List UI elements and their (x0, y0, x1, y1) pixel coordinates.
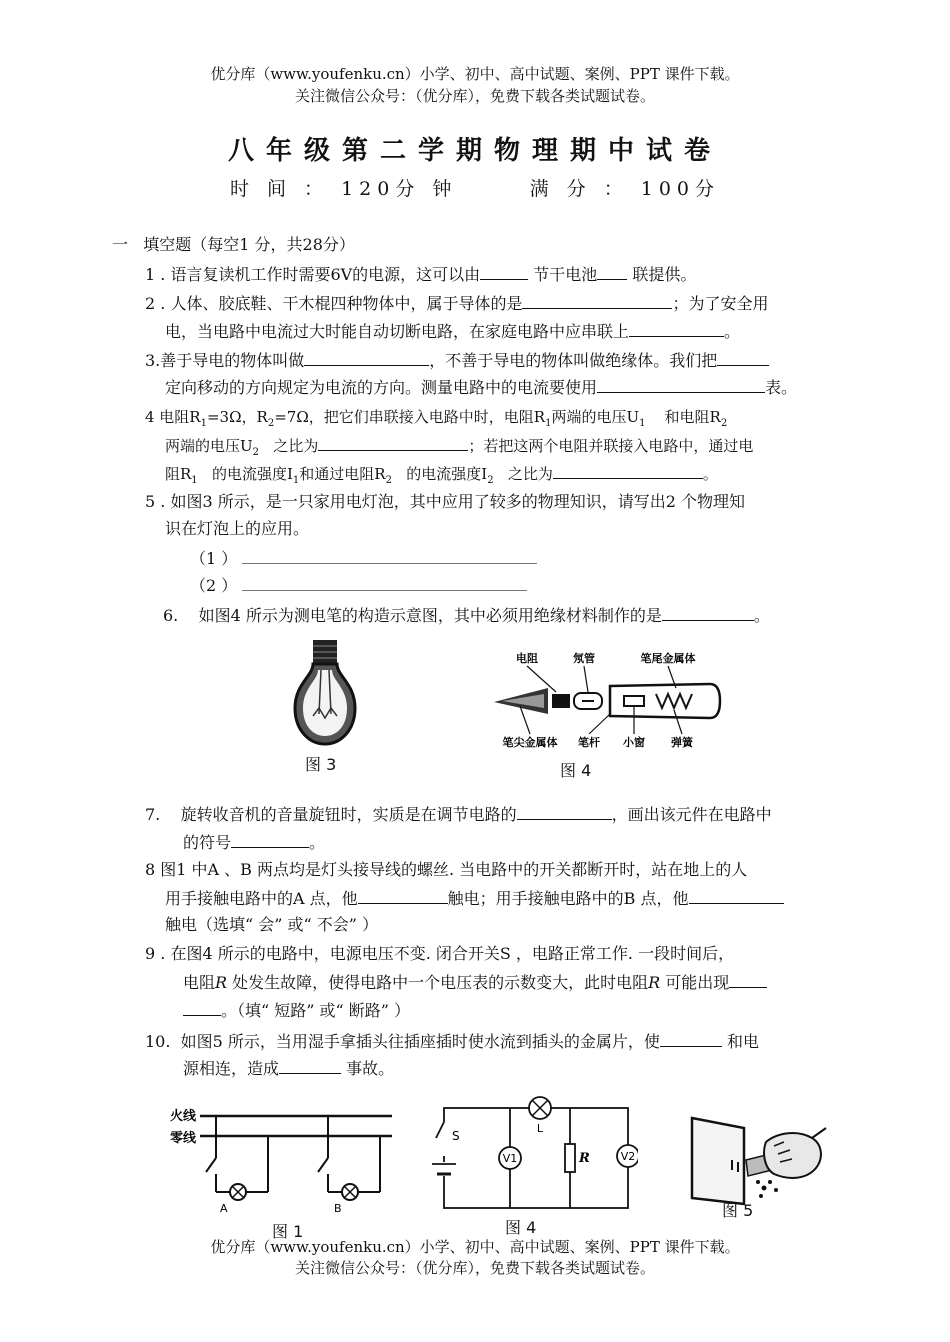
q2-blank-1[interactable] (522, 292, 672, 309)
pen-label-resistor: 电阻 (516, 652, 538, 665)
q4-j: 的电流强度I (197, 465, 293, 483)
q4-l-sub: 2 (487, 475, 494, 486)
q3-text-a: 3.善于导电的物体叫做 (145, 351, 305, 370)
question-7-line-2 (183, 831, 325, 854)
section-heading: 一 填空题（每空1 分，共28分） (112, 235, 355, 254)
q5-blank-2[interactable] (242, 576, 527, 591)
q9-b2: R (215, 973, 228, 992)
q2-blank-2[interactable] (629, 320, 724, 337)
question-2-line-1 (145, 292, 768, 315)
question-2-line-2 (165, 320, 740, 343)
lamp-label: L (536, 1122, 544, 1135)
pen-label-neon: 氖管 (573, 652, 595, 665)
question-4-line-1 (145, 406, 727, 435)
q4-d-sub: 1 (639, 418, 646, 429)
q4-k: 和通过电阻R (299, 465, 386, 483)
question-3-line-1 (145, 349, 769, 372)
header-line-1: 优分库（www.youfenku.cn）小学、初中、高中试题、案例、PPT 课件下载。 (210, 65, 740, 83)
q4-i: 阻R (165, 465, 192, 483)
q10-blank-2[interactable] (279, 1057, 341, 1074)
q9-b1: 电阻 (183, 973, 216, 992)
question-6 (163, 604, 770, 627)
score-label: 满 分 ： 100分 (529, 178, 721, 200)
header-line-2: 关注微信公众号：（优分库），免费下载各类试题试卷。 (294, 87, 655, 105)
test-pen-figure (490, 648, 725, 758)
q4-e-sub: 2 (720, 418, 728, 429)
q4-f-sub: 2 (252, 447, 260, 458)
point-b-label: B (334, 1202, 342, 1215)
q4-j-sub: 1 (292, 475, 300, 486)
q4-k-sub: 2 (385, 475, 392, 486)
q4-d: 两端的电压U (551, 408, 640, 426)
question-5-line-1: 5 . 如图3 所示，是一只家用电灯泡，其中应用了较多的物理知识，请写出2 个物理知 (145, 492, 745, 511)
q6-b: 。 (753, 606, 770, 625)
q4-i-sub: 1 (191, 475, 198, 486)
switch-label: S (452, 1129, 460, 1143)
question-9-line-3 (183, 999, 410, 1022)
q3-blank-3[interactable] (597, 376, 765, 393)
q4-g: 之比为 (259, 437, 319, 455)
exam-title: 八年级第二学期物理期中试卷 (227, 136, 722, 166)
q10-d: 事故。 (341, 1059, 395, 1078)
q3-text-d: 表。 (765, 378, 798, 397)
fig4b-caption: 图 4 (505, 1218, 537, 1237)
q2-text-a: 2 . 人体、胶底鞋、干木棍四种物体中，属于导体的是 (145, 294, 523, 313)
exam-subtitle (0, 174, 950, 201)
q7-d: 。 (309, 833, 326, 852)
footer-line-1: 优分库（www.youfenku.cn）小学、初中、高中试题、案例、PPT 课件下载。 (210, 1238, 740, 1256)
q4-a-sub: 1 (200, 418, 207, 429)
voltmeter-2-label: V2 (620, 1150, 636, 1163)
bulb-figure (285, 636, 365, 748)
q4-n: 。 (702, 465, 718, 483)
q4-e: 和电阻R (645, 408, 721, 426)
q10-blank-1[interactable] (660, 1030, 722, 1047)
q7-a: 7. 旋转收音机的音量旋钮时，实质是在调节电路的 (145, 805, 517, 824)
wet-hand-socket-figure (688, 1108, 828, 1208)
question-5-line-2: 识在灯泡上的应用。 (165, 519, 310, 538)
fig3-caption: 图 3 (305, 755, 337, 774)
question-5-answer-2 (190, 575, 527, 597)
q2-text-c: 电，当电路中电流过大时能自动切断电路，在家庭电路中应串联上 (165, 322, 630, 341)
q1-text-a: 1 . 语言复读机工作时需要6V的电源，这可以由 (145, 265, 481, 284)
pen-label-tip-metal: 笔尖金属体 (502, 736, 558, 749)
q10-a: 10. 如图5 所示，当用湿手拿插头往插座插时使水流到插头的金属片，使 (145, 1032, 660, 1051)
time-label: 时 间 ： 120分 钟 (229, 178, 458, 200)
pen-label-spring: 弹簧 (671, 736, 693, 749)
voltmeter-circuit-figure (428, 1090, 638, 1215)
q4-c: =7Ω，把它们串联接入电路中时，电阻R (274, 408, 546, 426)
question-1 (145, 263, 696, 286)
q7-c: 的符号 (183, 833, 232, 852)
neutral-wire-label: 零线 (170, 1131, 197, 1146)
live-wire-label: 火线 (170, 1109, 197, 1124)
question-4-line-3 (165, 462, 718, 492)
pen-label-barrel: 笔杆 (578, 736, 600, 749)
q9-b4: R (648, 973, 661, 992)
q5-o1: （1 ） (190, 549, 238, 568)
q3-blank-2[interactable] (717, 349, 769, 366)
q9-blank-2[interactable] (183, 999, 221, 1016)
q2-text-b: ；为了安全用 (672, 294, 769, 313)
question-8-line-1: 8 图1 中A 、B 两点均是灯头接导线的螺丝. 当电路中的开关都断开时，站在地上的人 (145, 860, 748, 879)
q4-c-sub: 1 (545, 418, 552, 429)
question-7-line-1 (145, 803, 772, 826)
q3-blank-1[interactable] (304, 349, 429, 366)
q1-text-c: 联提供。 (627, 265, 697, 284)
q5-blank-1[interactable] (242, 549, 537, 564)
q3-text-c: 定向移动的方向规定为电流的方向。测量电路中的电流要使用 (165, 378, 598, 397)
q8-blank-1[interactable] (358, 887, 448, 904)
q4-h: ；若把这两个电阻并联接入电路中，通过电 (468, 437, 754, 455)
q5-o2: （2 ） (190, 576, 238, 595)
q8-blank-2[interactable] (689, 887, 784, 904)
q7-b: ，画出该元件在电路中 (611, 805, 772, 824)
question-3-line-2 (165, 376, 797, 399)
q4-blank-2[interactable] (553, 462, 703, 479)
fig1-caption: 图 1 (272, 1222, 304, 1241)
pen-label-window: 小窗 (623, 736, 645, 749)
question-9-line-2 (183, 971, 767, 994)
fig4a-caption: 图 4 (560, 761, 592, 780)
question-5-answer-1 (190, 548, 537, 570)
q4-l: 的电流强度I (391, 465, 488, 483)
q1-blank-2[interactable] (597, 263, 627, 280)
voltmeter-1-label: V1 (502, 1152, 518, 1165)
question-8-line-3: 触电（选填“ 会” 或“ 不会” ） (165, 915, 379, 934)
q10-c: 源相连，造成 (183, 1059, 280, 1078)
household-circuit-figure (168, 1100, 398, 1220)
q10-b: 和电 (721, 1032, 759, 1051)
point-a-label: A (220, 1202, 228, 1215)
q8-c: 触电；用手接触电路中的B 点，他 (447, 889, 689, 908)
pen-label-tail-metal: 笔尾金属体 (640, 652, 696, 665)
q3-text-b: ，不善于导电的物体叫做绝缘体。我们把 (429, 351, 718, 370)
question-9-line-1: 9 . 在图4 所示的电路中，电源电压不变. 闭合开关S ，电路正常工作. 一段时间后， (145, 944, 735, 963)
q4-b: =3Ω，R (206, 408, 268, 426)
question-10-line-1 (145, 1030, 759, 1053)
q4-b-sub: 2 (267, 418, 275, 429)
q9-blank-1[interactable] (729, 971, 767, 988)
q9-b3: 处发生故障，使得电路中一个电压表的示数变大，此时电阻 (227, 973, 649, 992)
resistor-label: R (579, 1151, 590, 1166)
footer-line-2: 关注微信公众号：（优分库），免费下载各类试题试卷。 (294, 1259, 655, 1277)
q6-a: 6. 如图4 所示为测电笔的构造示意图，其中必须用绝缘材料制作的是 (163, 606, 662, 625)
q1-blank-1[interactable] (480, 263, 528, 280)
q8-b: 用手接触电路中的A 点，他 (165, 889, 358, 908)
q9-c: 。（填“ 短路” 或“ 断路” ） (221, 1001, 411, 1020)
q4-a: 4 电阻R (145, 408, 201, 426)
fig5-caption: 图 5 (722, 1201, 754, 1220)
q2-text-d: 。 (724, 322, 741, 341)
q6-blank-1[interactable] (662, 604, 754, 621)
q7-blank-2[interactable] (231, 831, 309, 848)
q1-text-b: 节干电池 (528, 265, 598, 284)
q4-f: 两端的电压U (165, 437, 253, 455)
question-8-line-2 (165, 887, 784, 910)
q7-blank-1[interactable] (517, 803, 612, 820)
question-4-line-2 (165, 434, 753, 464)
q9-b5: 可能出现 (660, 973, 730, 992)
q4-blank-1[interactable] (318, 434, 468, 451)
q4-m: 之比为 (493, 465, 553, 483)
question-10-line-2 (183, 1057, 394, 1080)
